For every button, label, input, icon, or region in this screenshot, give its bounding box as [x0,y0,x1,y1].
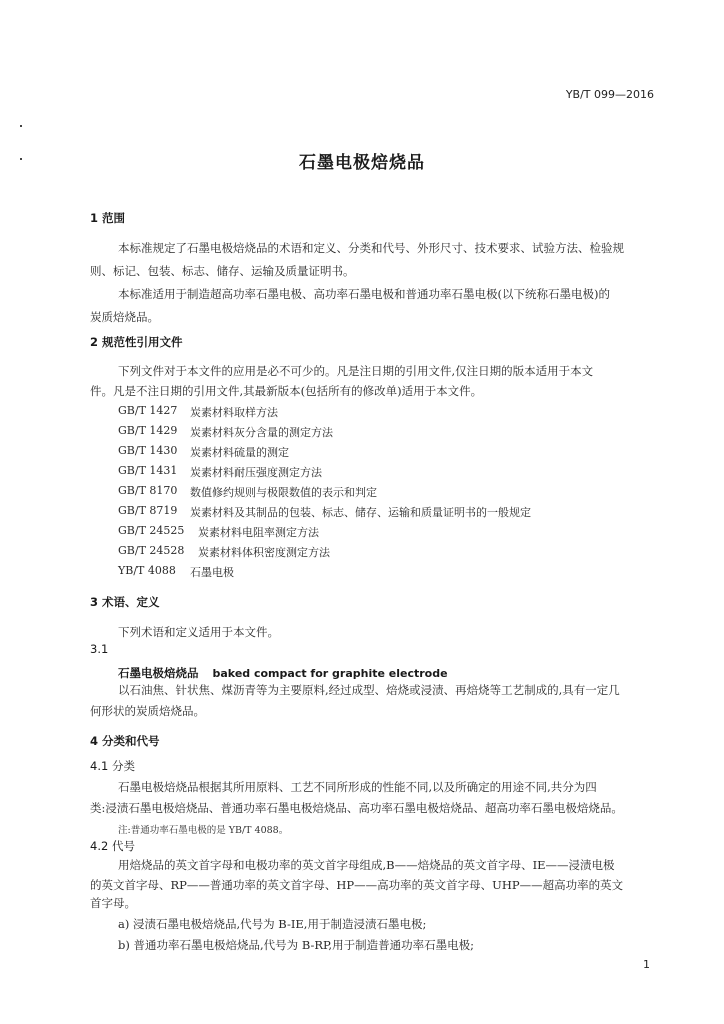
reference-code: GB/T 1427 [118,404,178,417]
reference-code: GB/T 8170 [118,484,178,497]
subclause-4-2: 4.2 代号 [90,839,135,853]
reference-code: GB/T 24528 [118,544,185,557]
section-3-heading: 3 术语、定义 [90,595,160,609]
s4-2-paragraph-cont2: 首字母。 [90,896,136,910]
standard-code-header: YB/T 099—2016 [565,88,654,101]
section-1-heading: 1 范围 [90,211,126,225]
term-definition: 以石油焦、针状焦、煤沥青等为主要原料,经过成型、焙烧或浸渍、再焙烧等工艺制成的,具有一定几 [118,683,620,697]
list-item-b: b) 普通功率石墨电极焙烧品,代号为 B-RP,用于制造普通功率石墨电极; [118,938,474,952]
reference-title: 炭素材料电阻率测定方法 [198,526,319,539]
s4-1-paragraph: 石墨电极焙烧品根据其所用原料、工艺不同所形成的性能不同,以及所确定的用途不同,共分为四 [118,780,597,794]
reference-code: YB/T 4088 [118,564,176,577]
s4-1-note: 注:普通功率石墨电极的是 YB/T 4088。 [118,825,289,836]
s4-2-paragraph-cont: 的英文首字母、RP——普通功率的英文首字母、HP——高功率的英文首字母、UHP——超高功率的英文 [90,878,624,892]
s1-paragraph-1-cont: 则、标记、包装、标志、储存、运输及质量证明书。 [90,264,355,278]
s3-intro: 下列术语和定义适用于本文件。 [118,625,279,639]
reference-title: 数值修约规则与极限数值的表示和判定 [190,486,377,499]
s4-1-paragraph-cont: 类:浸渍石墨电极焙烧品、普通功率石墨电极焙烧品、高功率石墨电极焙烧品、超高功率石墨电极焙烧品。 [90,801,623,815]
reference-code: GB/T 24525 [118,524,185,537]
subclause-3-1: 3.1 [90,642,109,656]
s1-paragraph-1: 本标准规定了石墨电极焙烧品的术语和定义、分类和代号、外形尺寸、技术要求、试验方法、检验规 [118,241,624,255]
reference-code: GB/T 8719 [118,504,178,517]
s1-paragraph-2-cont: 炭质焙烧品。 [90,310,159,324]
reference-code: GB/T 1431 [118,464,178,477]
section-2-heading: 2 规范性引用文件 [90,335,183,349]
reference-title: 炭素材料体积密度测定方法 [198,546,330,559]
document-title: 石墨电极焙烧品 [299,153,425,173]
scan-speck [20,125,22,127]
reference-code: GB/T 1429 [118,424,178,437]
reference-title: 炭素材料硫量的测定 [190,446,289,459]
reference-title: 炭素材料耐压强度测定方法 [190,466,322,479]
page-number: 1 [643,958,650,971]
s1-paragraph-2: 本标准适用于制造超高功率石墨电极、高功率石墨电极和普通功率石墨电极(以下统称石墨电极)的 [118,287,610,301]
s2-paragraph: 下列文件对于本文件的应用是必不可少的。凡是注日期的引用文件,仅注日期的版本适用于本文 [118,364,594,378]
term-chinese: 石墨电极焙烧品 [118,666,199,680]
term-english: baked compact for graphite electrode [212,667,448,680]
term-entry [118,662,448,681]
s2-paragraph-cont: 件。凡是不注日期的引用文件,其最新版本(包括所有的修改单)适用于本文件。 [90,384,483,398]
subclause-4-1: 4.1 分类 [90,759,135,773]
reference-title: 炭素材料灰分含量的测定方法 [190,426,333,439]
section-4-heading: 4 分类和代号 [90,734,160,748]
reference-title: 炭素材料取样方法 [190,406,278,419]
term-definition-cont: 何形状的炭质焙烧品。 [90,704,205,718]
s4-2-paragraph: 用焙烧品的英文首字母和电极功率的英文首字母组成,B——焙烧品的英文首字母、IE——浸渍电极 [118,858,615,872]
list-item-a: a) 浸渍石墨电极焙烧品,代号为 B-IE,用于制造浸渍石墨电极; [118,917,427,931]
reference-title: 炭素材料及其制品的包装、标志、储存、运输和质量证明书的一般规定 [190,506,531,519]
reference-code: GB/T 1430 [118,444,178,457]
reference-title: 石墨电极 [190,566,234,579]
